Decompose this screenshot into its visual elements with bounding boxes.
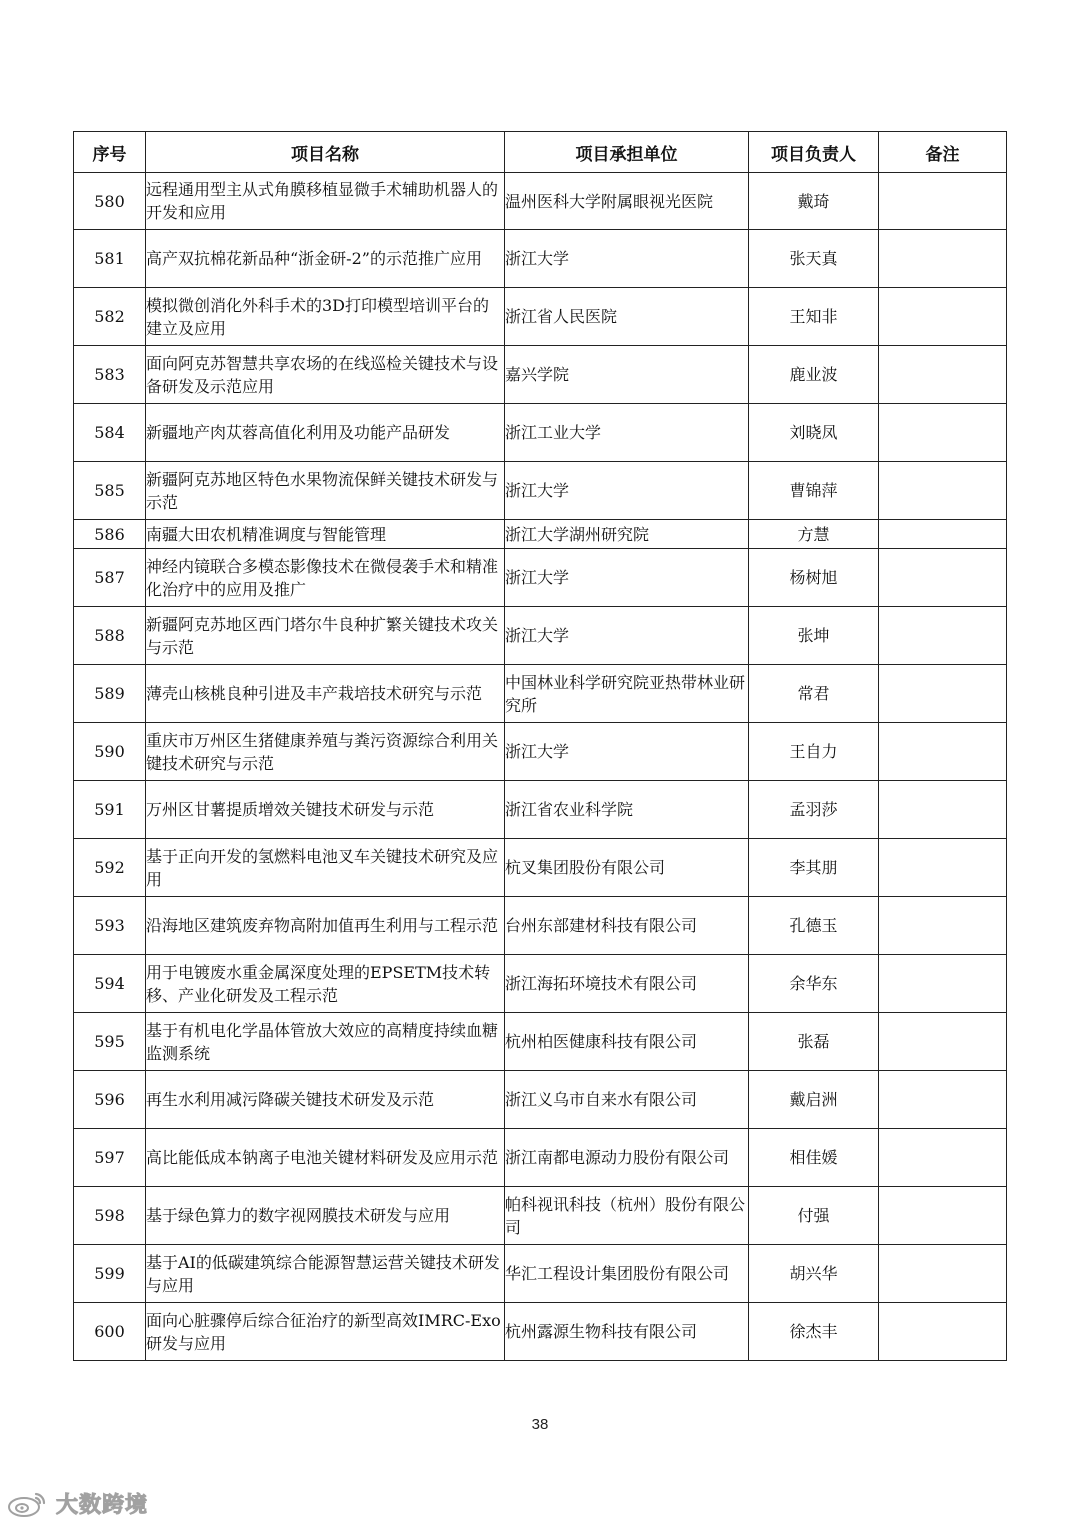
cell-note	[879, 781, 1007, 839]
cell-lead: 刘晓凤	[749, 404, 879, 462]
cell-seq: 582	[74, 288, 146, 346]
table-body	[74, 173, 1007, 1361]
table-row	[74, 346, 1007, 404]
table-row	[74, 173, 1007, 230]
cell-note	[879, 897, 1007, 955]
table-row	[74, 723, 1007, 781]
cell-unit: 浙江大学湖州研究院	[505, 520, 749, 549]
cell-unit: 嘉兴学院	[505, 346, 749, 404]
cell-seq: 591	[74, 781, 146, 839]
cell-project-name: 基于AI的低碳建筑综合能源智慧运营关键技术研发与应用	[146, 1245, 505, 1303]
watermark-text: 大数跨境	[56, 1492, 149, 1518]
cell-note	[879, 462, 1007, 520]
table-header-row	[74, 132, 1007, 173]
cell-unit: 帕科视讯科技（杭州）股份有限公司	[505, 1187, 749, 1245]
cell-project-name: 高比能低成本钠离子电池关键材料研发及应用示范	[146, 1129, 505, 1187]
cell-project-name: 薄壳山核桃良种引进及丰产栽培技术研究与示范	[146, 665, 505, 723]
cell-note	[879, 1303, 1007, 1361]
cell-note	[879, 1245, 1007, 1303]
cell-note	[879, 607, 1007, 665]
cell-seq: 598	[74, 1187, 146, 1245]
cell-project-name: 用于电镀废水重金属深度处理的EPSETM技术转移、产业化研发及工程示范	[146, 955, 505, 1013]
cell-seq: 596	[74, 1071, 146, 1129]
cell-seq: 587	[74, 549, 146, 607]
cell-seq: 584	[74, 404, 146, 462]
header-note: 备注	[879, 132, 1007, 173]
weibo-logo-icon	[6, 1488, 50, 1518]
table-row	[74, 665, 1007, 723]
cell-seq: 593	[74, 897, 146, 955]
cell-project-name: 基于正向开发的氢燃料电池叉车关键技术研究及应用	[146, 839, 505, 897]
cell-seq: 585	[74, 462, 146, 520]
cell-seq: 599	[74, 1245, 146, 1303]
cell-unit: 浙江省人民医院	[505, 288, 749, 346]
cell-unit: 浙江大学	[505, 607, 749, 665]
table-row	[74, 462, 1007, 520]
table-row	[74, 1013, 1007, 1071]
cell-seq: 595	[74, 1013, 146, 1071]
table-row	[74, 897, 1007, 955]
cell-lead: 杨树旭	[749, 549, 879, 607]
cell-project-name: 基于有机电化学晶体管放大效应的高精度持续血糖监测系统	[146, 1013, 505, 1071]
cell-seq: 590	[74, 723, 146, 781]
cell-project-name: 再生水利用减污降碳关键技术研发及示范	[146, 1071, 505, 1129]
table-row	[74, 288, 1007, 346]
cell-unit: 浙江义乌市自来水有限公司	[505, 1071, 749, 1129]
cell-lead: 王知非	[749, 288, 879, 346]
cell-lead: 张磊	[749, 1013, 879, 1071]
cell-lead: 孟羽莎	[749, 781, 879, 839]
cell-note	[879, 288, 1007, 346]
cell-seq: 583	[74, 346, 146, 404]
cell-project-name: 远程通用型主从式角膜移植显微手术辅助机器人的开发和应用	[146, 173, 505, 230]
table-row	[74, 1187, 1007, 1245]
cell-note	[879, 1013, 1007, 1071]
cell-project-name: 重庆市万州区生猪健康养殖与粪污资源综合利用关键技术研究与示范	[146, 723, 505, 781]
table-row	[74, 607, 1007, 665]
cell-unit: 温州医科大学附属眼视光医院	[505, 173, 749, 230]
cell-note	[879, 839, 1007, 897]
cell-unit: 杭州柏医健康科技有限公司	[505, 1013, 749, 1071]
cell-seq: 600	[74, 1303, 146, 1361]
cell-lead: 付强	[749, 1187, 879, 1245]
cell-project-name: 高产双抗棉花新品种“浙金研-2”的示范推广应用	[146, 230, 505, 288]
cell-lead: 相佳媛	[749, 1129, 879, 1187]
cell-unit: 浙江大学	[505, 230, 749, 288]
cell-project-name: 南疆大田农机精准调度与智能管理	[146, 520, 505, 549]
header-lead: 项目负责人	[749, 132, 879, 173]
cell-lead: 曹锦萍	[749, 462, 879, 520]
cell-project-name: 基于绿色算力的数字视网膜技术研发与应用	[146, 1187, 505, 1245]
cell-lead: 戴启洲	[749, 1071, 879, 1129]
table-row	[74, 404, 1007, 462]
cell-unit: 杭州露源生物科技有限公司	[505, 1303, 749, 1361]
cell-project-name: 新疆阿克苏地区西门塔尔牛良种扩繁关键技术攻关与示范	[146, 607, 505, 665]
cell-project-name: 沿海地区建筑废弃物高附加值再生利用与工程示范	[146, 897, 505, 955]
cell-seq: 594	[74, 955, 146, 1013]
cell-unit: 浙江海拓环境技术有限公司	[505, 955, 749, 1013]
cell-note	[879, 665, 1007, 723]
cell-unit: 浙江省农业科学院	[505, 781, 749, 839]
cell-note	[879, 549, 1007, 607]
cell-note	[879, 520, 1007, 549]
cell-unit: 台州东部建材科技有限公司	[505, 897, 749, 955]
cell-unit: 华汇工程设计集团股份有限公司	[505, 1245, 749, 1303]
cell-seq: 592	[74, 839, 146, 897]
cell-seq: 597	[74, 1129, 146, 1187]
cell-lead: 戴琦	[749, 173, 879, 230]
header-unit: 项目承担单位	[505, 132, 749, 173]
cell-note	[879, 1129, 1007, 1187]
cell-project-name: 新疆地产肉苁蓉高值化利用及功能产品研发	[146, 404, 505, 462]
cell-lead: 李其朋	[749, 839, 879, 897]
cell-project-name: 面向阿克苏智慧共享农场的在线巡检关键技术与设备研发及示范应用	[146, 346, 505, 404]
cell-unit: 浙江工业大学	[505, 404, 749, 462]
cell-note	[879, 404, 1007, 462]
cell-seq: 589	[74, 665, 146, 723]
header-name: 项目名称	[146, 132, 505, 173]
cell-lead: 张天真	[749, 230, 879, 288]
cell-unit: 中国林业科学研究院亚热带林业研究所	[505, 665, 749, 723]
project-table	[73, 131, 1007, 1361]
table-row	[74, 520, 1007, 549]
cell-project-name: 万州区甘薯提质增效关键技术研发与示范	[146, 781, 505, 839]
cell-note	[879, 1071, 1007, 1129]
cell-project-name: 新疆阿克苏地区特色水果物流保鲜关键技术研发与示范	[146, 462, 505, 520]
cell-note	[879, 723, 1007, 781]
table-row	[74, 1245, 1007, 1303]
cell-unit: 浙江南都电源动力股份有限公司	[505, 1129, 749, 1187]
cell-note	[879, 955, 1007, 1013]
table-row	[74, 549, 1007, 607]
header-seq: 序号	[74, 132, 146, 173]
table-row	[74, 781, 1007, 839]
cell-lead: 常君	[749, 665, 879, 723]
table-row	[74, 839, 1007, 897]
cell-lead: 孔德玉	[749, 897, 879, 955]
cell-lead: 方慧	[749, 520, 879, 549]
table-row	[74, 1129, 1007, 1187]
table-row	[74, 1303, 1007, 1361]
table-row	[74, 1071, 1007, 1129]
cell-unit: 浙江大学	[505, 723, 749, 781]
cell-seq: 586	[74, 520, 146, 549]
cell-note	[879, 346, 1007, 404]
cell-seq: 588	[74, 607, 146, 665]
cell-unit: 浙江大学	[505, 462, 749, 520]
cell-note	[879, 173, 1007, 230]
table-row	[74, 955, 1007, 1013]
cell-note	[879, 230, 1007, 288]
cell-unit: 浙江大学	[505, 549, 749, 607]
watermark	[6, 1488, 148, 1518]
page-number: 38	[531, 1416, 549, 1433]
cell-seq: 580	[74, 173, 146, 230]
cell-project-name: 模拟微创消化外科手术的3D打印模型培训平台的建立及应用	[146, 288, 505, 346]
cell-seq: 581	[74, 230, 146, 288]
cell-unit: 杭叉集团股份有限公司	[505, 839, 749, 897]
cell-lead: 徐杰丰	[749, 1303, 879, 1361]
cell-lead: 张坤	[749, 607, 879, 665]
cell-note	[879, 1187, 1007, 1245]
table-row	[74, 230, 1007, 288]
cell-project-name: 神经内镜联合多模态影像技术在微侵袭手术和精准化治疗中的应用及推广	[146, 549, 505, 607]
cell-project-name: 面向心脏骤停后综合征治疗的新型高效IMRC-Exo研发与应用	[146, 1303, 505, 1361]
cell-lead: 余华东	[749, 955, 879, 1013]
cell-lead: 胡兴华	[749, 1245, 879, 1303]
cell-lead: 鹿业波	[749, 346, 879, 404]
cell-lead: 王自力	[749, 723, 879, 781]
